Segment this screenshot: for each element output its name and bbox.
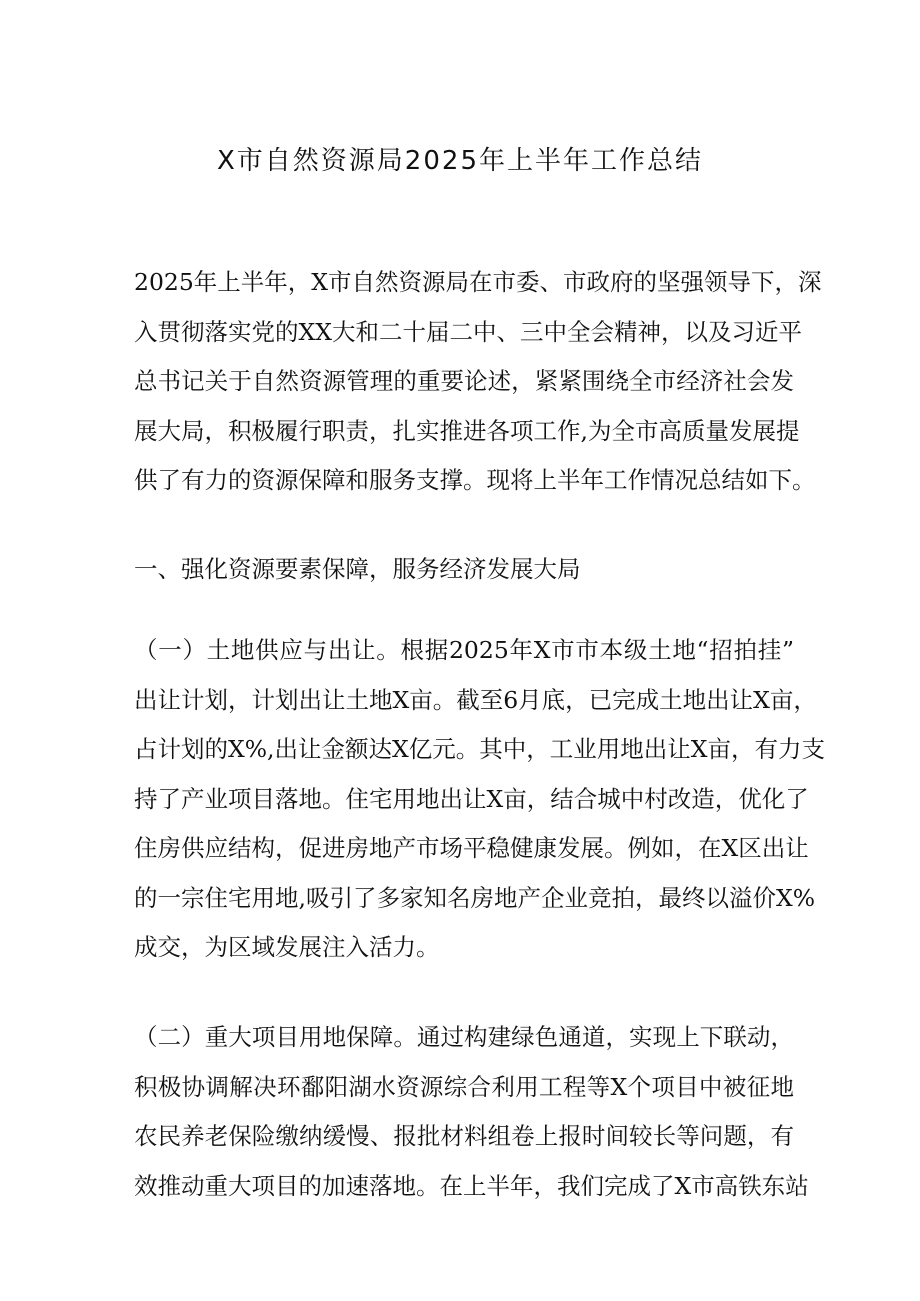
- paragraph-line: 的一宗住宅用地,吸引了多家知名房地产企业竞拍，最终以溢价X%: [134, 883, 816, 912]
- paragraph-line: 积极协调解决环鄱阳湖水资源综合利用工程等X个项目中被征地: [134, 1072, 794, 1101]
- section-heading: [134, 545, 794, 595]
- paragraph-line: 展大局，积极履行职责，扎实推进各项工作,为全市高质量发展提: [134, 416, 800, 445]
- paragraph-line: 2025年上半年，X市自然资源局在市委、市政府的坚强领导下，深: [134, 268, 822, 296]
- paragraph-line: 总书记关于自然资源管理的重要论述，紧紧围绕全市经济社会发: [134, 367, 794, 395]
- section-heading-text: 一、强化资源要素保障，服务经济发展大局: [134, 555, 581, 583]
- intro-paragraph: [134, 258, 822, 506]
- paragraph-line: 效推动重大项目的加速落地。在上半年，我们完成了X市高铁东站: [134, 1171, 809, 1200]
- paragraph-line: 占计划的X%,出让金额达X亿元。其中，工业用地出让X亩，有力支: [134, 735, 825, 763]
- paragraph-line: 住房供应结构，促进房地产市场平稳健康发展。例如，在X区出让: [134, 834, 809, 862]
- paragraph-line: 供了有力的资源保障和服务支撑。现将上半年工作情况总结如下。: [134, 466, 816, 494]
- subsection-land-supply-paragraph: [134, 626, 825, 973]
- paragraph-line: 持了产业项目落地。住宅用地出让X亩，结合城中村改造，优化了: [134, 784, 809, 813]
- paragraph-line: （二）重大项目用地保障。通过构建绿色通道，实现上下联动，: [134, 1023, 794, 1051]
- paragraph-line: 入贯彻落实党的XX大和二十届二中、三中全会精神，以及习近平: [134, 317, 802, 346]
- paragraph-line: 农民养老保险缴纳缓慢、报批材料组卷上报时间较长等问题，有: [134, 1122, 794, 1150]
- paragraph-line: （一）土地供应与出让。根据2025年X市市本级土地“招拍挂”: [134, 636, 794, 664]
- subsection-major-projects-paragraph: [134, 1013, 809, 1211]
- document-title: X市自然资源局2025年上半年工作总结: [217, 146, 703, 176]
- paragraph-line: 出让计划，计划出让土地X亩。截至6月底，已完成土地出让X亩，: [134, 685, 817, 714]
- paragraph-line: 成交，为区域发展注入活力。: [134, 933, 440, 961]
